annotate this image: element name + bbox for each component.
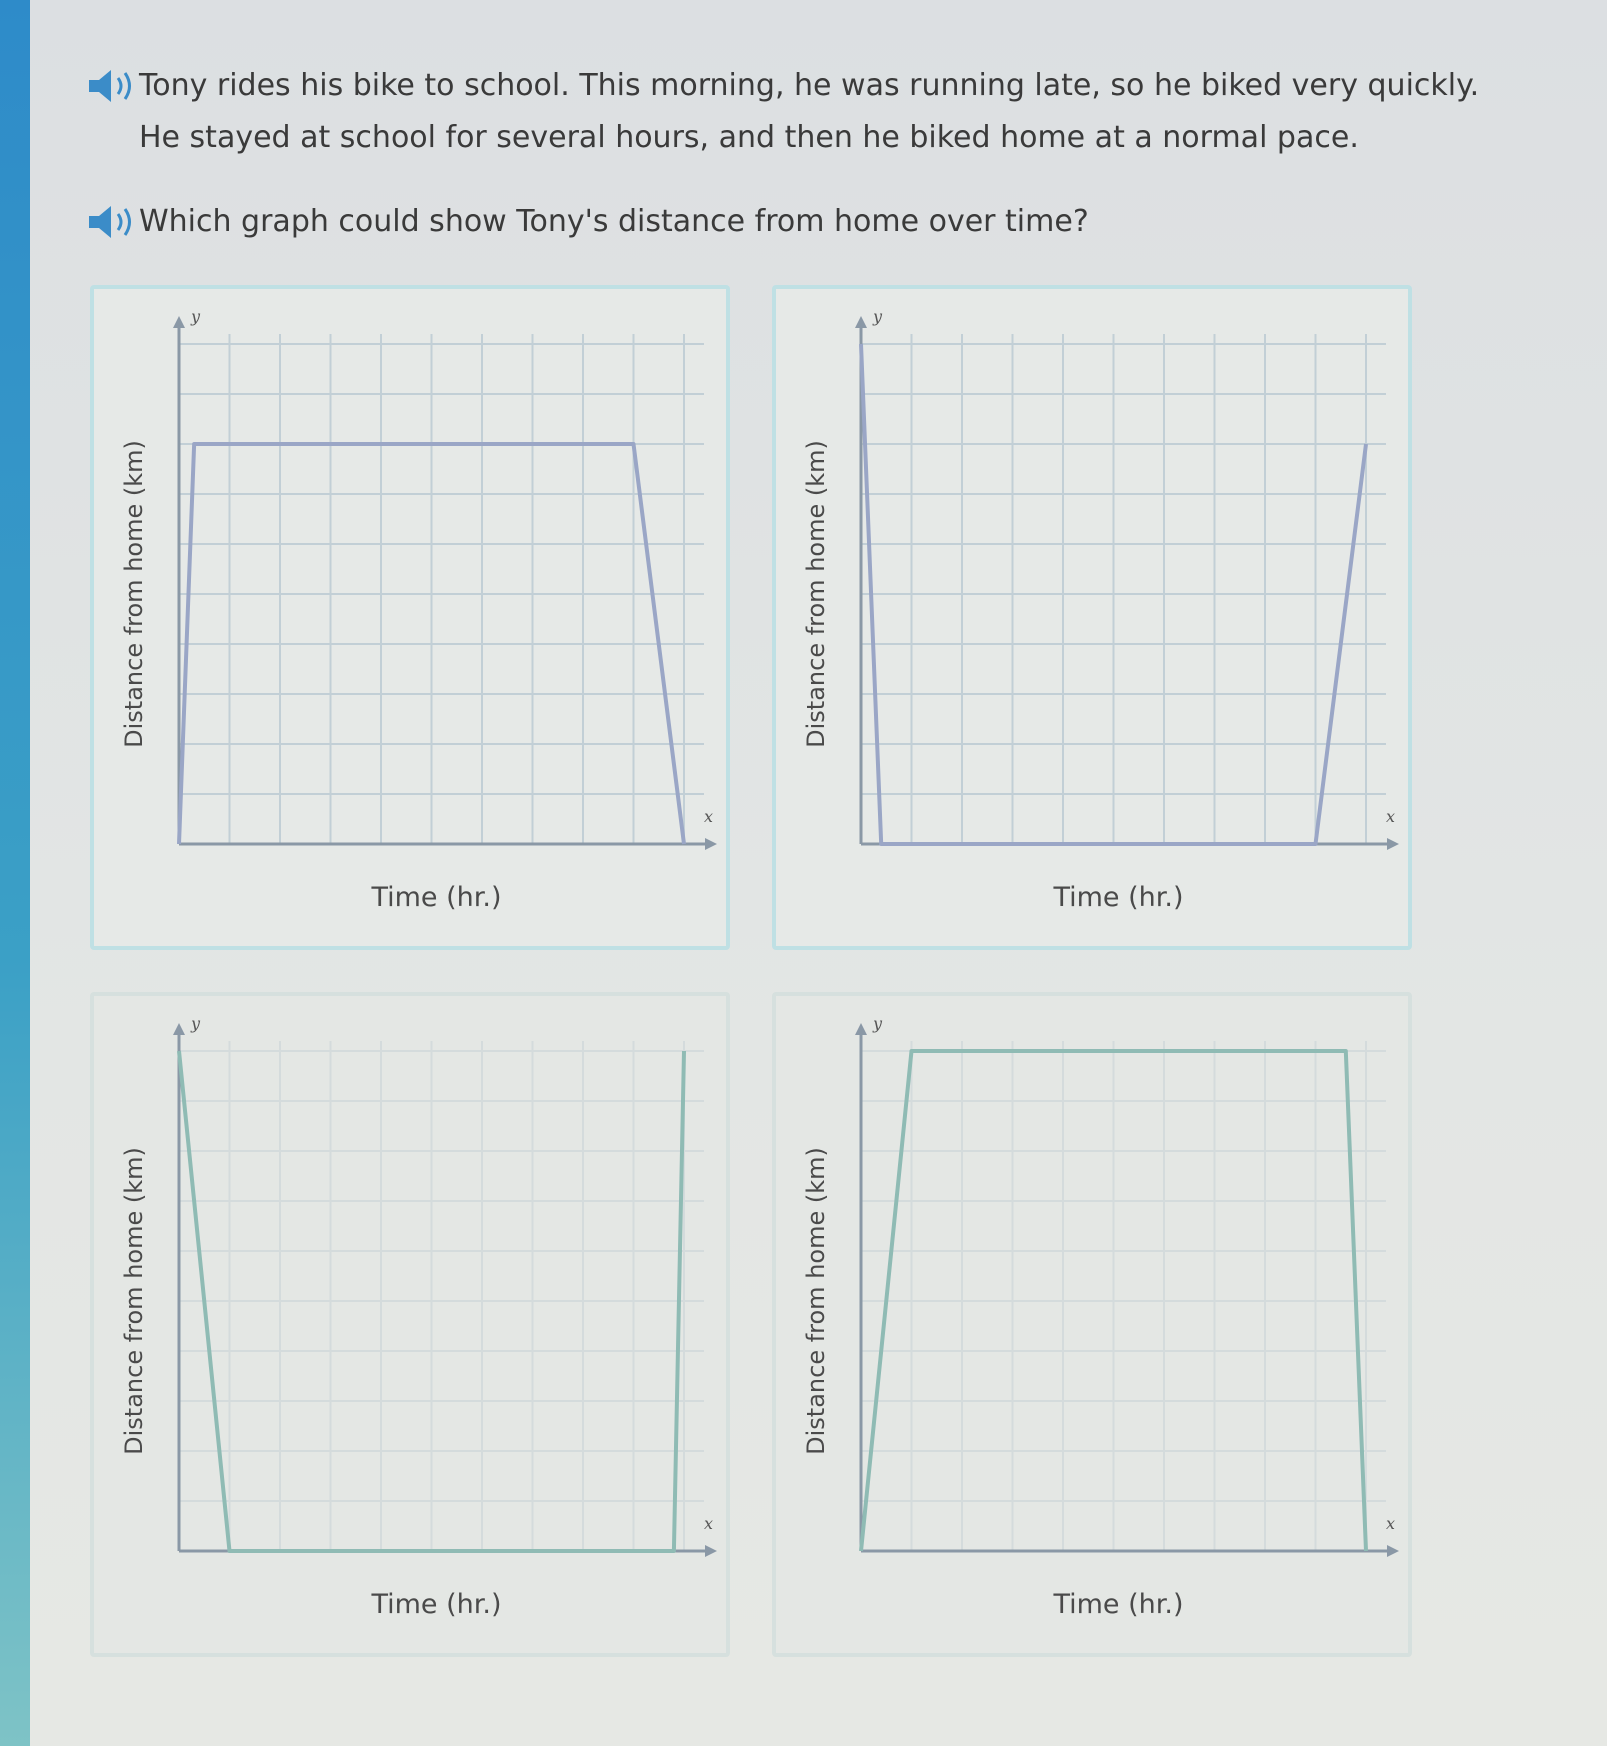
x-axis-letter: x [704, 1514, 714, 1533]
y-axis-letter: y [873, 1014, 883, 1033]
speaker-icon[interactable] [85, 66, 139, 106]
grid [861, 1041, 1386, 1551]
x-axis-arrow [1387, 1545, 1399, 1557]
x-axis-arrow [1387, 838, 1399, 850]
left-accent-bar [0, 0, 30, 1746]
grid [861, 334, 1386, 844]
x-axis-arrow [705, 1545, 717, 1557]
passage-row [85, 60, 1519, 164]
graph-choice-4 [776, 996, 1408, 1653]
y-axis-arrow [173, 316, 185, 328]
answer-choice-3[interactable] [90, 992, 730, 1657]
y-axis-letter: y [191, 307, 201, 326]
graph-choice-3 [94, 996, 726, 1653]
question-row [85, 196, 1519, 248]
y-axis-arrow [855, 316, 867, 328]
y-axis-letter: y [191, 1014, 201, 1033]
y-axis-letter: y [873, 307, 883, 326]
y-axis-label: Distance from home (km) [120, 440, 148, 748]
answer-choice-2[interactable] [772, 285, 1412, 950]
x-axis-label: Time (hr.) [1053, 882, 1184, 913]
y-axis-label: Distance from home (km) [120, 1147, 148, 1455]
x-axis-letter: x [1386, 807, 1396, 826]
question-text: Which graph could show Tony's distance from home over time? [139, 204, 1089, 239]
x-axis-label: Time (hr.) [1053, 1589, 1184, 1620]
x-axis-arrow [705, 838, 717, 850]
y-axis-label: Distance from home (km) [802, 440, 830, 748]
speaker-icon[interactable] [85, 202, 139, 242]
x-axis-label: Time (hr.) [371, 1589, 502, 1620]
answer-choice-4[interactable] [772, 992, 1412, 1657]
answer-choice-1[interactable] [90, 285, 730, 950]
graph-choice-2 [776, 289, 1408, 946]
y-axis-label: Distance from home (km) [802, 1147, 830, 1455]
x-axis-label: Time (hr.) [371, 882, 502, 913]
passage-text: Tony rides his bike to school. This morning, he was running late, so he biked very quickly. He stayed at school for several hours, and then he biked home at a normal pace. [139, 68, 1480, 155]
x-axis-letter: x [1386, 1514, 1396, 1533]
grid [179, 334, 704, 844]
y-axis-arrow [855, 1023, 867, 1035]
y-axis-arrow [173, 1023, 185, 1035]
graph-choice-1 [94, 289, 726, 946]
grid [179, 1041, 704, 1551]
x-axis-letter: x [704, 807, 714, 826]
